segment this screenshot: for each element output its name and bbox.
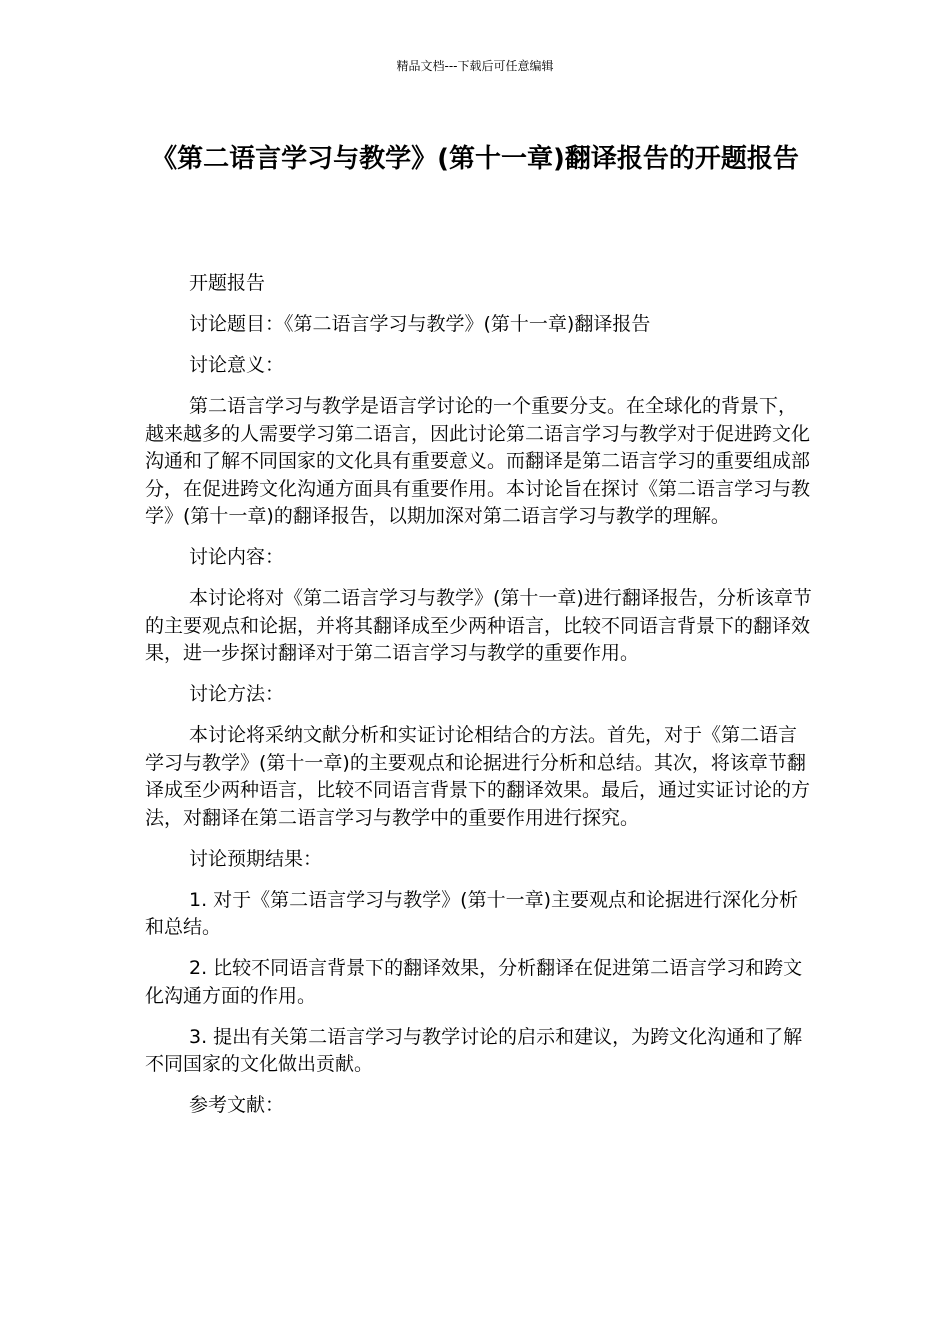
document-body [145, 270, 815, 1133]
list-item-result-2: 2. 比较不同语言背景下的翻译效果，分析翻译在促进第二语言学习和跨文化沟通方面的作用。 [145, 957, 803, 1007]
paragraph-significance-body: 第二语言学习与教学是语言学讨论的一个重要分支。在全球化的背景下，越来越多的人需要学习第二语言，因此讨论第二语言学习与教学对于促进跨文化沟通和了解不同国家的文化具有重要意义。而翻译是第二语言学习的重要组成部分，在促进跨文化沟通方面具有重要作用。本讨论旨在探讨《第二语言学习与教学》(第十一章)的翻译报告，以期加深对第二语言学习与教学的理解。 [145, 395, 811, 527]
paragraph-content-heading: 讨论内容： [189, 546, 285, 568]
document-title: 《第二语言学习与教学》(第十一章)翻译报告的开题报告 [151, 144, 799, 174]
paragraph-references-heading: 参考文献： [189, 1094, 285, 1116]
paragraph-method-body: 本讨论将采纳文献分析和实证讨论相结合的方法。首先，对于《第二语言学习与教学》(第十一章)的主要观点和论据进行分析和总结。其次，将该章节翻译成至少两种语言，比较不同语言背景下的翻译效果。最后，通过实证讨论的方法，对翻译在第二语言学习与教学中的重要作用进行探究。 [145, 724, 811, 829]
paragraph-significance-heading: 讨论意义： [189, 354, 285, 376]
paragraph-proposal-label: 开题报告 [189, 272, 266, 294]
list-item-result-1: 1. 对于《第二语言学习与教学》(第十一章)主要观点和论据进行深化分析和总结。 [145, 888, 798, 938]
paragraph-method-heading: 讨论方法： [189, 683, 285, 705]
paragraph-results-heading: 讨论预期结果： [189, 847, 323, 870]
paragraph-topic: 讨论题目：《第二语言学习与教学》(第十一章)翻译报告 [189, 313, 651, 335]
paragraph-content-body: 本讨论将对《第二语言学习与教学》(第十一章)进行翻译报告，分析该章节的主要观点和论据，并将其翻译成至少两种语言，比较不同语言背景下的翻译效果，进一步探讨翻译对于第二语言学习与教学的重要作用。 [145, 587, 812, 664]
page-header: 精品文档---下载后可任意编辑 [396, 59, 554, 73]
list-item-result-3: 3. 提出有关第二语言学习与教学讨论的启示和建议，为跨文化沟通和了解不同国家的文化做出贡献。 [145, 1025, 803, 1075]
